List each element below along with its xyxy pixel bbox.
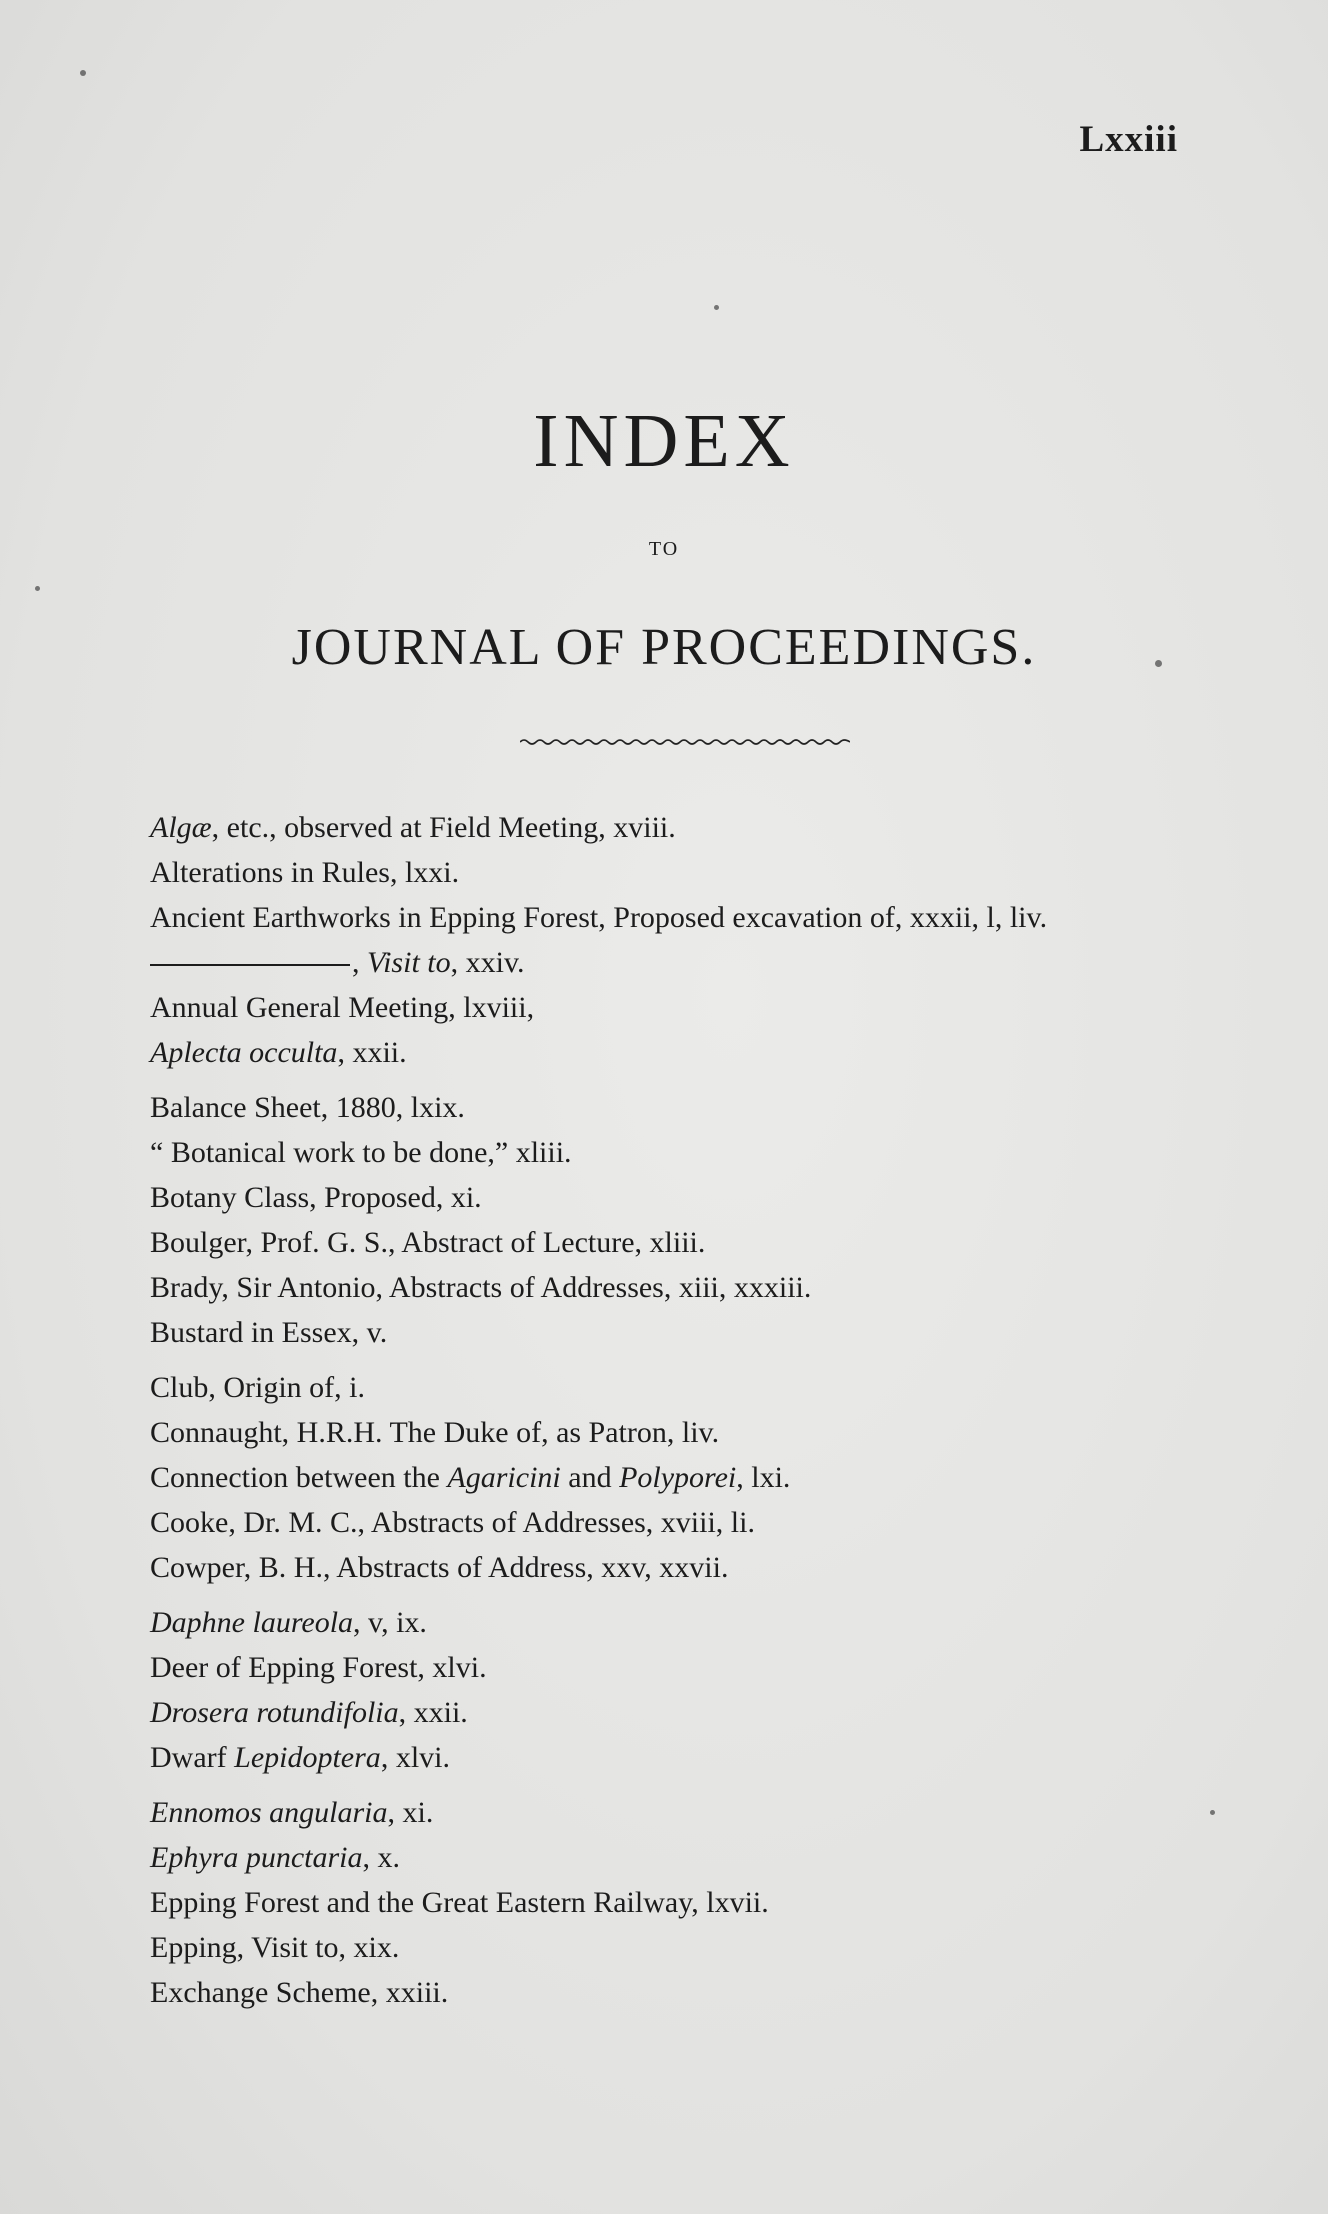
index-entry: Aplecta occulta, xxii. — [150, 1036, 407, 1069]
index-entry: “ Botanical work to be done,” xliii. — [150, 1136, 572, 1169]
index-entry: Club, Origin of, i. — [150, 1371, 365, 1404]
index-entry: Drosera rotundifolia, xxii. — [150, 1696, 468, 1729]
index-entry: Annual General Meeting, lxviii, — [150, 991, 535, 1024]
index-entry: Dwarf Lepidoptera, xlvi. — [150, 1741, 450, 1774]
title-connector: TO — [648, 538, 680, 560]
page-subtitle: JOURNAL OF PROCEEDINGS. — [291, 619, 1037, 676]
index-entry: Brady, Sir Antonio, Abstracts of Addresses, xiii, xxxiii. — [150, 1271, 812, 1304]
speck-mark — [714, 305, 719, 310]
index-entry: Bustard in Essex, v. — [150, 1316, 388, 1349]
index-entry: Exchange Scheme, xxiii. — [150, 1976, 449, 2009]
index-entry: , Visit to, xxiv. — [150, 940, 1170, 985]
ornamental-rule — [520, 736, 850, 748]
index-entry: Botany Class, Proposed, xi. — [150, 1181, 482, 1214]
page-number: Lxxiii — [1079, 119, 1178, 160]
speck-mark — [35, 586, 40, 591]
index-entries — [150, 805, 1170, 2015]
index-entry: Ephyra punctaria, x. — [150, 1841, 400, 1874]
index-entry: Balance Sheet, 1880, lxix. — [150, 1091, 465, 1124]
speck-mark — [80, 70, 86, 76]
index-entry: Connection between the Agaricini and Polyporei, lxi. — [150, 1461, 791, 1494]
index-entry: Boulger, Prof. G. S., Abstract of Lecture, xliii. — [150, 1226, 706, 1259]
index-entry: Cooke, Dr. M. C., Abstracts of Addresses, xviii, li. — [150, 1506, 755, 1539]
index-entry: Daphne laureola, v, ix. — [150, 1606, 427, 1639]
page-title: INDEX — [533, 399, 795, 483]
index-entry: Deer of Epping Forest, xlvi. — [150, 1651, 487, 1684]
index-entry: Epping Forest and the Great Eastern Railway, lxvii. — [150, 1886, 769, 1919]
index-entry: Ennomos angularia, xi. — [150, 1796, 434, 1829]
index-entry: Ancient Earthworks in Epping Forest, Proposed excavation of, xxxii, l, liv. — [150, 901, 1048, 934]
index-entry: Connaught, H.R.H. The Duke of, as Patron, liv. — [150, 1416, 720, 1449]
index-entry: Epping, Visit to, xix. — [150, 1931, 400, 1964]
index-entry: Algæ, etc., observed at Field Meeting, xviii. — [150, 811, 676, 844]
index-entry: Cowper, B. H., Abstracts of Address, xxv, xxvii. — [150, 1551, 729, 1584]
ditto-dash — [150, 964, 350, 966]
speck-mark — [1210, 1810, 1215, 1815]
index-entry: Alterations in Rules, lxxi. — [150, 856, 460, 889]
